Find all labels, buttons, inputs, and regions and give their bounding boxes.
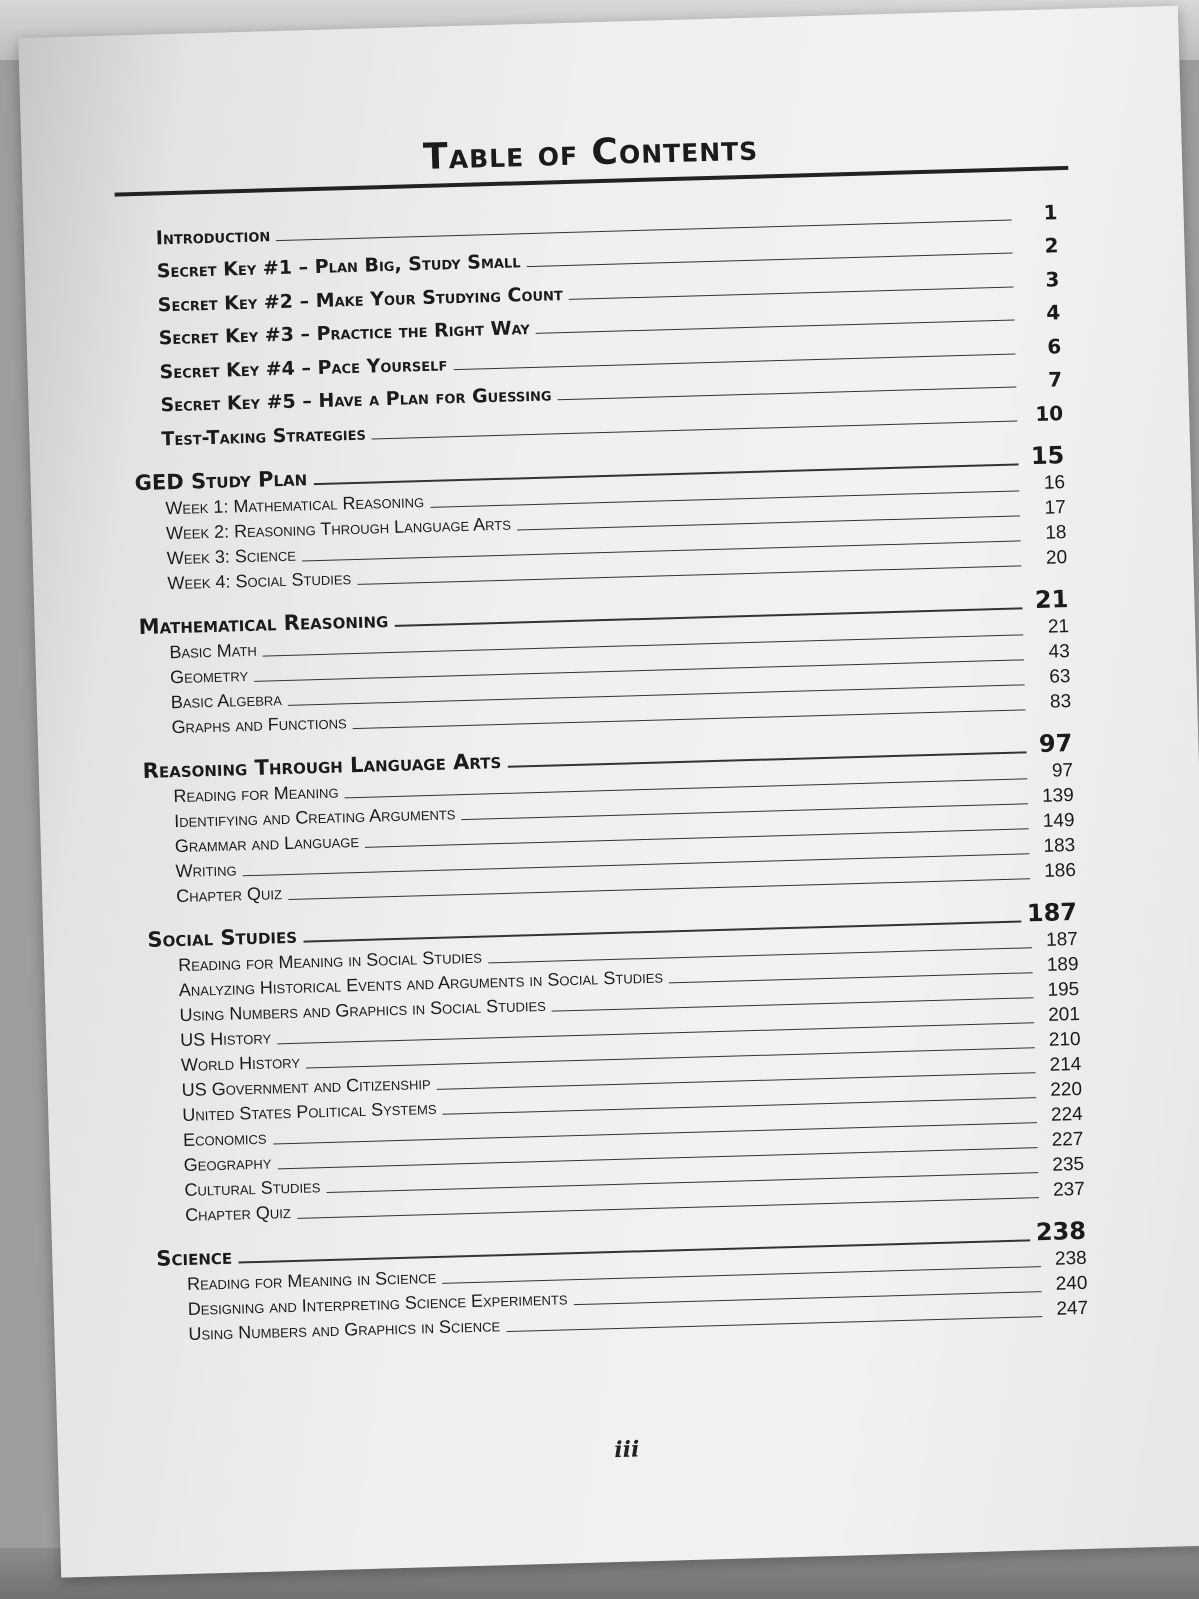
toc-entry-label: US Government and Citizenship xyxy=(181,1072,431,1100)
toc-entry-label: Identifying and Creating Arguments xyxy=(173,802,456,831)
toc-page-number: 201 xyxy=(1047,1003,1081,1026)
toc-page-number: 20 xyxy=(1045,546,1068,569)
toc-page-number: 238 xyxy=(1035,1216,1087,1246)
toc-page-number: 187 xyxy=(1026,897,1078,927)
toc-entry-label: Week 3: Science xyxy=(166,544,297,568)
toc-entry-label: Secret Key #3 – Practice the Right Way xyxy=(158,317,531,350)
toc-page-number: 238 xyxy=(1054,1247,1087,1270)
toc-entry-label: Reading for Meaning in Science xyxy=(186,1266,437,1294)
toc-page-number: 15 xyxy=(1030,440,1065,470)
toc-entry-label: Secret Key #1 – Plan Big, Study Small xyxy=(156,250,521,283)
toc-entry-label: Secret Key #2 – Make Your Studying Count xyxy=(157,282,564,316)
toc-page-number: 235 xyxy=(1052,1153,1085,1176)
toc-page-number: 227 xyxy=(1051,1128,1084,1151)
page-title: Table of Contents xyxy=(422,127,759,178)
toc-entry-label: Secret Key #4 – Pace Yourself xyxy=(159,352,448,383)
toc-leader-line xyxy=(506,1316,1042,1332)
page-number: iii xyxy=(613,1436,640,1464)
toc-page-number: 10 xyxy=(1034,400,1064,426)
toc-page-number: 21 xyxy=(1034,584,1069,614)
toc-entry-label: Mathematical Reasoning xyxy=(138,607,389,639)
toc-entry-label: Week 1: Mathematical Reasoning xyxy=(165,490,425,518)
toc-entry-label: Writing xyxy=(175,858,237,881)
toc-page-number: 97 xyxy=(1038,728,1073,758)
toc-entry-label: Chapter Quiz xyxy=(175,882,283,906)
toc-page-number: 21 xyxy=(1047,615,1070,638)
toc-entry-label: Analyzing Historical Events and Arguments in Social Studies xyxy=(178,966,664,1000)
toc-page-number: 195 xyxy=(1047,978,1080,1001)
toc-page-number: 2 xyxy=(1044,233,1059,258)
toc-entry-label: Graphs and Functions xyxy=(171,711,347,737)
toc-entry-label: Reading for Meaning in Social Studies xyxy=(177,946,483,975)
toc-page-number: 186 xyxy=(1043,859,1077,882)
toc-entry-label: Week 2: Reasoning Through Language Arts xyxy=(165,513,512,543)
toc-entry-label: World History xyxy=(180,1051,301,1075)
toc-entry-label: Reading for Meaning xyxy=(173,781,339,806)
toc-page-number: 17 xyxy=(1044,496,1067,519)
toc-entry-label: Using Numbers and Graphics in Social Studies xyxy=(179,994,547,1025)
toc-entry-label: Economics xyxy=(182,1127,267,1150)
toc-page-number: 7 xyxy=(1047,367,1063,392)
toc-entry-label: Geography xyxy=(183,1152,272,1175)
page-content xyxy=(125,119,1089,1464)
toc-entry-label: Test-Taking Strategies xyxy=(161,422,367,450)
toc-entry-label: Social Studies xyxy=(147,923,298,952)
toc-page-number: 210 xyxy=(1048,1028,1081,1051)
toc-page-number: 97 xyxy=(1051,759,1074,782)
toc-page-number: 214 xyxy=(1049,1053,1082,1076)
toc-entry-label: Basic Algebra xyxy=(170,688,283,712)
book-page xyxy=(18,6,1199,1578)
toc-entry-label: Basic Math xyxy=(169,639,258,662)
toc-page-number: 247 xyxy=(1056,1297,1089,1320)
toc-page-number: 237 xyxy=(1052,1178,1086,1201)
toc-page-number: 149 xyxy=(1042,809,1075,832)
toc-entry-label: Reasoning Through Language Arts xyxy=(142,748,502,783)
toc-page-number: 187 xyxy=(1045,928,1079,951)
toc-entry-label: Cultural Studies xyxy=(184,1175,321,1200)
toc-page-number: 18 xyxy=(1045,521,1067,544)
toc-page-number: 43 xyxy=(1048,640,1071,663)
toc-page-number: 220 xyxy=(1049,1078,1083,1101)
toc-entry-label: GED Study Plan xyxy=(134,465,308,495)
toc-entry-label: United States Political Systems xyxy=(182,1097,437,1125)
toc-entry-label: Science xyxy=(156,1244,233,1271)
toc-entry-label: Introduction xyxy=(155,223,271,249)
toc-page-number: 139 xyxy=(1041,784,1075,807)
toc-entry-label: Geometry xyxy=(169,664,249,687)
toc-entry-label: Secret Key #5 – Have a Plan for Guessing xyxy=(160,383,552,417)
toc-page-number: 224 xyxy=(1050,1103,1083,1126)
toc-page-number: 183 xyxy=(1043,834,1076,857)
toc-entry-label: US History xyxy=(179,1027,272,1050)
toc-page-number: 63 xyxy=(1049,665,1071,688)
toc-page-number: 189 xyxy=(1046,953,1079,976)
toc-entry-label: Grammar and Language xyxy=(174,830,360,856)
table-of-contents xyxy=(127,190,1088,1345)
toc-page-number: 16 xyxy=(1043,471,1066,494)
toc-entry-label: Week 4: Social Studies xyxy=(167,567,352,593)
toc-page-number: 240 xyxy=(1055,1272,1088,1295)
toc-page-number: 4 xyxy=(1046,300,1061,325)
toc-page-number: 3 xyxy=(1045,266,1060,292)
toc-page-number: 6 xyxy=(1046,333,1062,359)
toc-page-number: 83 xyxy=(1049,690,1072,713)
toc-page-number: 1 xyxy=(1043,199,1058,225)
toc-entry-label: Designing and Interpreting Science Experiments xyxy=(187,1287,568,1319)
toc-entry-label: Using Numbers and Graphics in Science xyxy=(188,1314,501,1344)
toc-entry-label: Chapter Quiz xyxy=(184,1201,292,1225)
